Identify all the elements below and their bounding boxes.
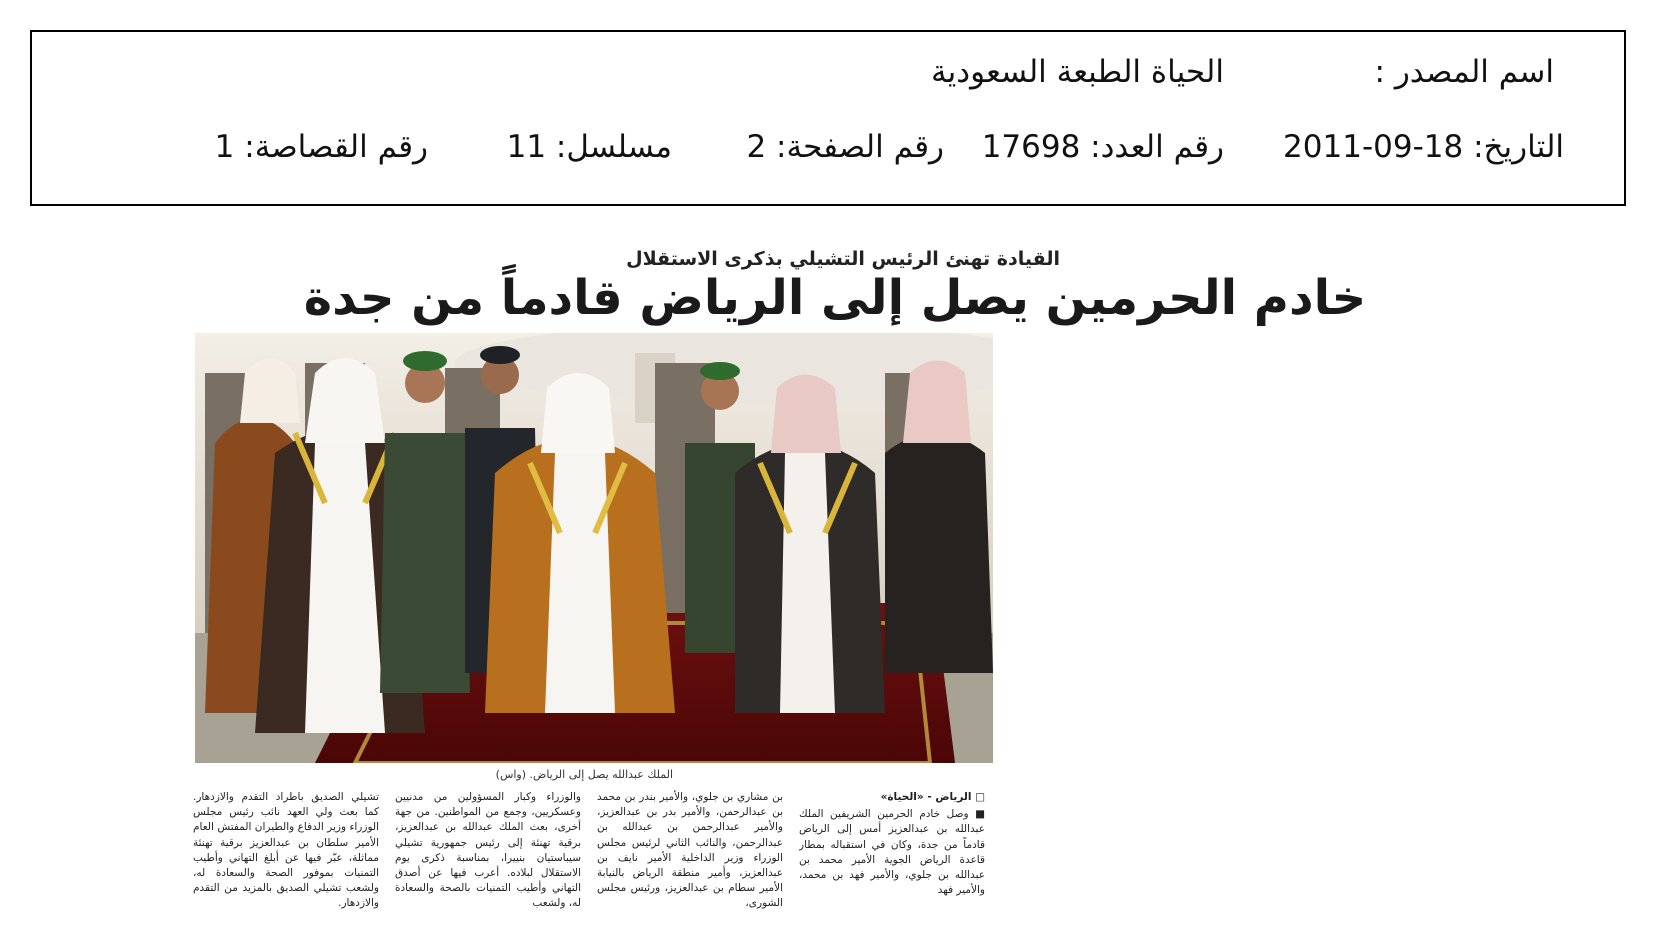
photo-caption: الملك عبدالله يصل إلى الرياض. (واس) xyxy=(495,768,673,781)
source-value: الحياة الطبعة السعودية xyxy=(931,54,1224,90)
article-headline: خادم الحرمين يصل إلى الرياض قادماً من جدة xyxy=(303,270,1367,326)
article-column-4: تشيلي الصديق باطراد التقدم والازدهار. كما بعث ولي العهد نائب رئيس مجلس الوزراء وزير الدفاع والطيران المفتش العام الأمير سلطان بن عبدالعزيز برقية تهنئة مماثلة، عبّر فيها عن أبلغ التهاني وأطيب التمنيات بموفور الصحة والسعادة له، ولشعب تشيلي الصديق بالمزيد من التقدم والازدهار. xyxy=(193,791,379,910)
issue-number-field: رقم العدد: 17698 xyxy=(981,129,1224,165)
clip-number-field: رقم القصاصة: 1 xyxy=(214,129,428,165)
date-field: التاريخ: 18-09-2011 xyxy=(1283,129,1564,165)
article-column-1 xyxy=(799,790,985,930)
source-label: اسم المصدر : xyxy=(1374,54,1554,90)
article-photo xyxy=(195,333,993,763)
article-column-2: بن مشاري بن جلوي، والأمير بندر بن محمد بن عبدالرحمن، والأمير بدر بن عبدالعزيز، والأمير عبدالرحمن بن عبدالله بن عبدالرحمن، والنائب الثاني لرئيس مجلس الوزراء وزير الداخلية الأمير نايف بن عبدالعزيز، وأمير منطقة الرياض بالنيابة الأمير سطام بن عبدالعزيز، ورئيس مجلس الشورى، xyxy=(597,791,783,910)
serial-field: مسلسل: 11 xyxy=(506,129,672,165)
article-body xyxy=(193,790,993,930)
article-column-3: والوزراء وكبار المسؤولين من مدنيين وعسكريين، وجمع من المواطنين. من جهة أخرى، بعث الملك عبدالله بن عبدالعزيز، برقية تهنئة إلى رئيس جمهورية تشيلي سيباستيان بنييرا، بمناسبة ذكرى يوم الاستقلال لبلاده. أعرب فيها عن أصدق التهاني وأطيب التمنيات بالصحة والسعادة له، ولشعب xyxy=(395,791,581,910)
page-number-field: رقم الصفحة: 2 xyxy=(746,129,944,165)
article-column-1-text: ■ وصل خادم الحرمين الشريفين الملك عبدالله بن عبدالعزيز أمس إلى الرياض قادماً من جدة، وكان في استقباله بمطار قاعدة الرياض الجوية الأمير محمد بن عبدالله بن جلوي، والأمير فهد بن محمد، والأمير فهد xyxy=(799,808,985,897)
article-byline: □ الرياض - «الحياة» xyxy=(880,791,985,803)
article-kicker: القيادة تهنئ الرئيس التشيلي بذكرى الاستقلال xyxy=(626,248,1060,270)
clipping-metadata-box xyxy=(30,30,1626,206)
